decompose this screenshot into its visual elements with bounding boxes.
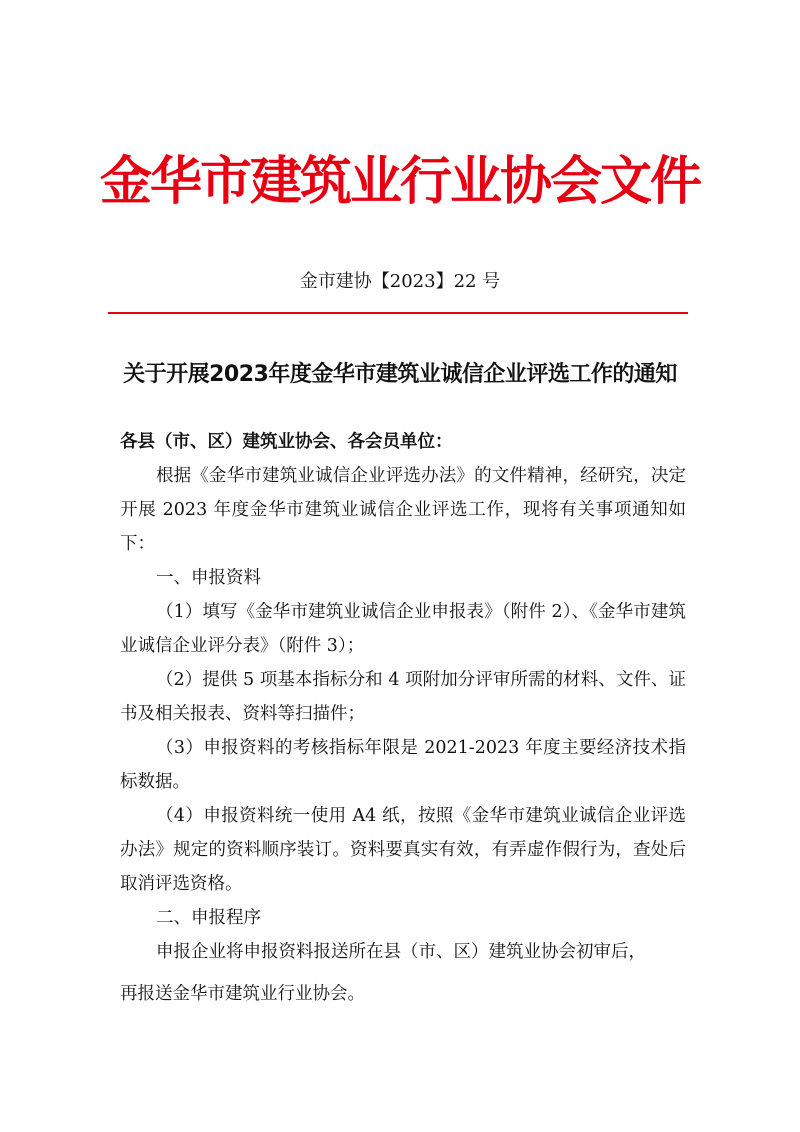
document-header-title: 金华市建筑业行业协会文件 xyxy=(99,152,700,212)
procedure-paragraph-line2: 再报送金华市建筑业行业协会。 xyxy=(120,984,365,1004)
notice-title: 关于开展2023年度金华市建筑业诚信企业评选工作的通知 xyxy=(123,362,677,387)
list-item: （2）提供 5 项基本指标分和 4 项附加分评审所需的材料、文件、证书及相关报表、资料等扫描件； xyxy=(120,670,686,724)
list-item: （1）填写《金华市建筑业诚信企业申报表》（附件 2）、《金华市建筑业诚信企业评分表》（附件 3）； xyxy=(120,602,686,656)
salutation: 各县（市、区）建筑业协会、各会员单位： xyxy=(120,432,453,452)
header-divider xyxy=(108,312,688,314)
section-heading-materials: 一、申报资料 xyxy=(156,568,261,588)
procedure-paragraph-line1: 申报企业将申报资料报送所在县（市、区）建筑业协会初审后， xyxy=(156,942,646,962)
notice-body xyxy=(120,425,686,1011)
section-heading-procedure: 二、申报程序 xyxy=(156,908,261,928)
document-number: 金市建协【2023】22 号 xyxy=(299,271,501,292)
intro-paragraph: 根据《金华市建筑业诚信企业评选办法》的文件精神，经研究，决定开展 2023 年度金华市建筑业诚信企业评选工作，现将有关事项通知如下： xyxy=(120,466,686,554)
list-item: （4）申报资料统一使用 A4 纸，按照《金华市建筑业诚信企业评选办法》规定的资料顺序装订。资料要真实有效，有弄虚作假行为，查处后取消评选资格。 xyxy=(120,806,686,894)
list-item: （3）申报资料的考核指标年限是 2021-2023 年度主要经济技术指标数据。 xyxy=(120,738,686,792)
